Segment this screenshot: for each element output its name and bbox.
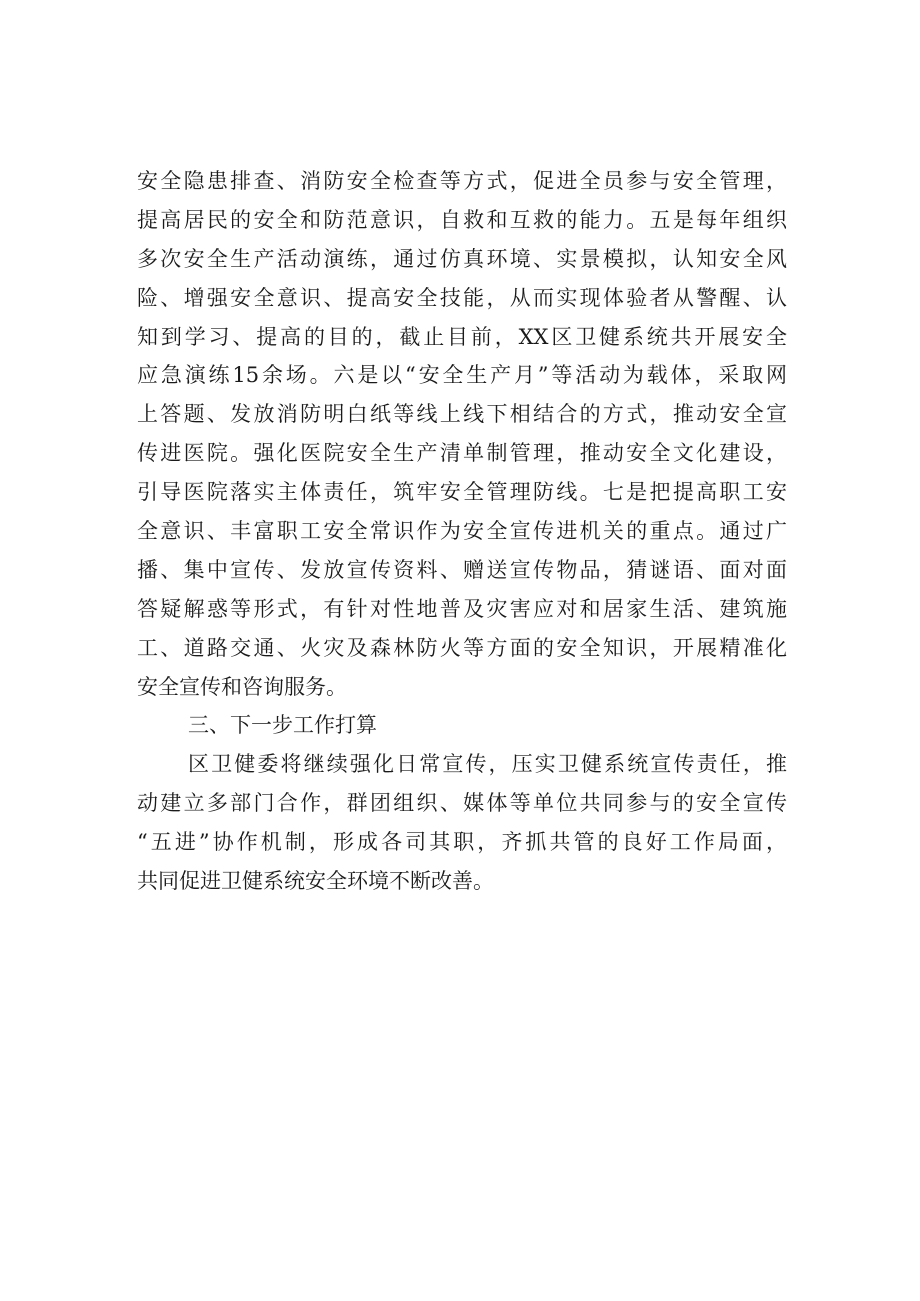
paragraph-line: 知到学习、提高的目的，截止目前，XX区卫健系统共开展安全 <box>137 324 787 349</box>
paragraph-continued <box>137 162 787 706</box>
paragraph-line: 动建立多部门合作，群团组织、媒体等单位共同参与的安全宣传 <box>137 791 787 816</box>
paragraph-line: 引导医院落实主体责任，筑牢安全管理防线。七是把提高职工安 <box>137 480 787 505</box>
paragraph-line: “五进”协作机制，形成各司其职，齐抓共管的良好工作局面， <box>137 830 787 855</box>
paragraph-line: 应急演练15余场。六是以“安全生产月”等活动为载体，采取网 <box>137 363 787 388</box>
paragraph-line: 多次安全生产活动演练，通过仿真环境、实景模拟，认知安全风 <box>137 246 787 271</box>
paragraph-line-first: 区卫健委将继续强化日常宣传，压实卫健系统宣传责任，推 <box>188 752 787 777</box>
paragraph-line: 全意识、丰富职工安全常识作为安全宣传进机关的重点。通过广 <box>137 519 787 544</box>
paragraph-next-steps <box>137 745 787 901</box>
paragraph-line-last: 共同促进卫健系统安全环境不断改善。 <box>137 869 494 894</box>
paragraph-line: 安全隐患排查、消防安全检查等方式，促进全员参与安全管理， <box>137 169 787 193</box>
paragraph-line: 提高居民的安全和防范意识，自救和互救的能力。五是每年组织 <box>137 207 787 232</box>
paragraph-line: 播、集中宣传、发放宣传资料、赠送宣传物品，猜谜语、面对面 <box>137 557 787 582</box>
paragraph-line: 答疑解惑等形式，有针对性地普及灾害应对和居家生活、建筑施 <box>137 596 787 621</box>
paragraph-line-last: 安全宣传和咨询服务。 <box>137 674 347 699</box>
document-body <box>137 162 787 901</box>
paragraph-line: 险、增强安全意识、提高安全技能，从而实现体验者从警醒、认 <box>137 285 787 310</box>
paragraph-line: 上答题、发放消防明白纸等线上线下相结合的方式，推动安全宣 <box>137 402 787 427</box>
paragraph-line: 工、道路交通、火灾及森林防火等方面的安全知识，开展精准化 <box>137 635 787 660</box>
section-heading: 三、下一步工作打算 <box>188 713 377 738</box>
paragraph-line: 传进医院。强化医院安全生产清单制管理，推动安全文化建设， <box>137 441 787 466</box>
